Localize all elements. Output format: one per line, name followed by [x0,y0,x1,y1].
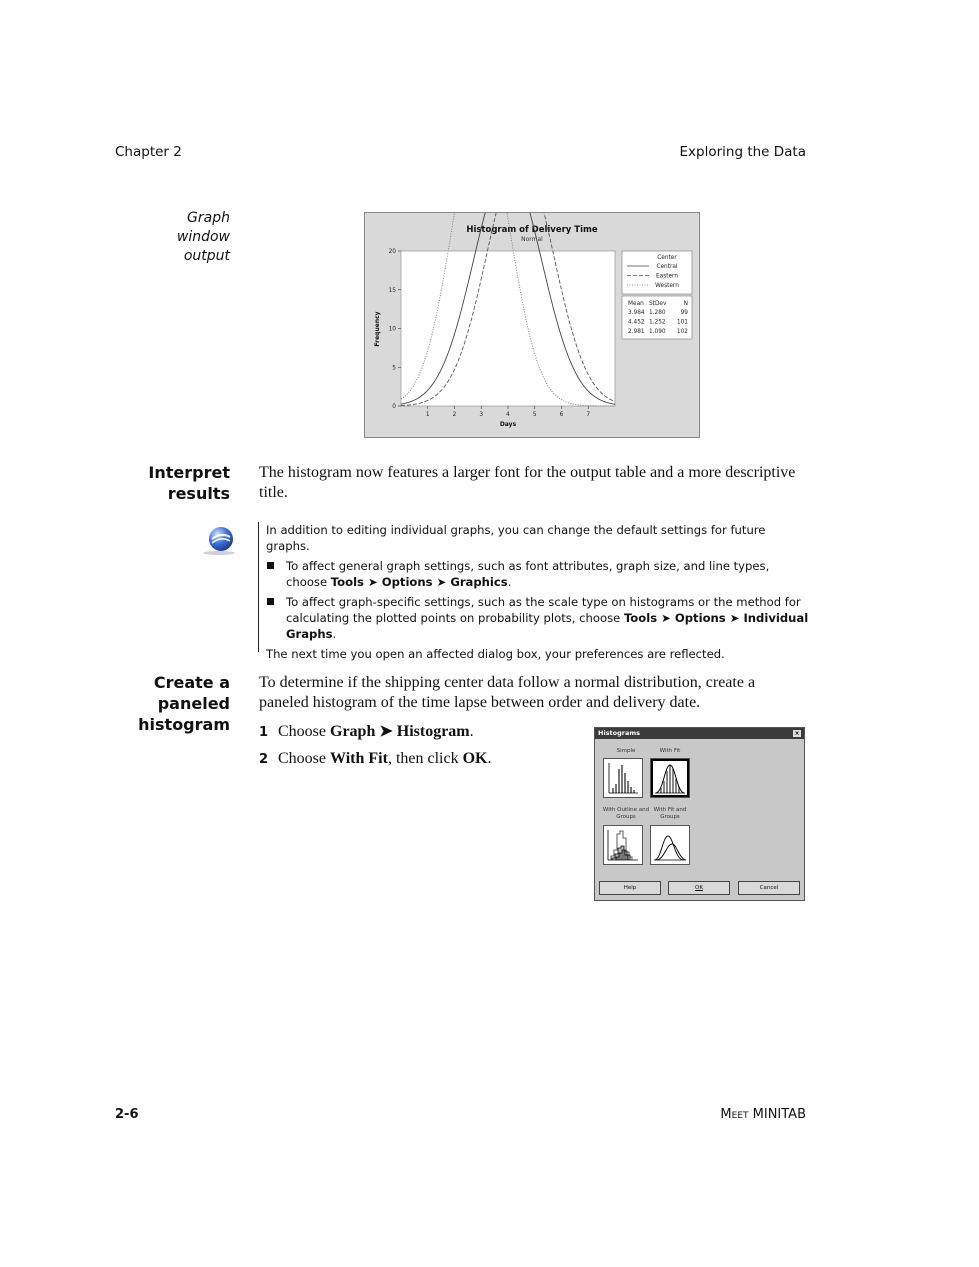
y-tick-label: 0 [392,404,396,410]
x-axis [426,406,591,418]
legend-entry: Central [656,264,678,270]
option-label-with-fit: With Fit [659,748,681,754]
step-2: 2 Choose With Fit, then click OK. [259,750,492,767]
page-number: 2-6 [115,1107,139,1122]
button-name: OK [462,750,488,767]
cancel-button[interactable]: Cancel [738,881,800,895]
interpret-results-heading [90,462,230,504]
stats-cell: 3.984 [628,310,645,316]
y-tick-label: 10 [388,326,396,333]
x-tick-label: 6 [559,412,564,418]
stats-cell: 2.981 [628,329,645,335]
create-histogram-heading [90,672,230,735]
heading-line: Create a [153,673,230,692]
simple-histogram-icon [604,759,642,797]
simple-histogram-option[interactable] [603,758,643,798]
chart-subtitle: Normal [521,236,543,243]
stats-header: StDev [649,301,667,307]
note-bullet: To affect general graph settings, such as font attributes, graph size, and line types, choose Tools ➤ Options ➤ Graphics. [266,558,811,590]
interpret-text: The histogram now features a larger font for the output table and a more descriptive title. [259,464,796,501]
y-axis [389,249,401,410]
option-name: With Fit [330,750,388,767]
step-text: , then click [387,750,463,767]
fit-groups-histogram-icon [651,826,689,864]
book-title: Meet MINITAB [720,1107,806,1122]
dialog-titlebar [595,728,804,739]
heading-line: histogram [138,715,230,734]
y-axis-label: Frequency [374,311,381,347]
x-tick-label: 4 [506,412,510,418]
x-tick-label: 2 [452,412,457,418]
bullet-square [267,598,274,605]
section-label: Exploring the Data [679,144,806,160]
x-tick-label: 7 [586,412,591,418]
histograms-dialog [594,727,805,901]
graph-window-label [90,209,230,266]
heading-line: results [167,484,230,503]
note-bullet-text: To affect general graph settings, such as font attributes, graph size, and line types, choose [286,559,770,589]
stats-cell: 99 [680,310,688,316]
with-fit-histogram-icon [651,759,689,797]
stats-cell: 1.280 [649,310,666,316]
x-tick-label: 5 [532,412,537,418]
stats-cell: 102 [676,329,688,335]
option-label-simple: Simple [616,748,636,754]
bullet-square [267,562,274,569]
note-icon [199,525,239,555]
note-box [258,522,811,661]
legend-entry: Eastern [655,273,679,280]
menu-path: Graph ➤ Histogram [330,723,470,740]
step-text: Choose [278,750,330,767]
option-label-fit-groups: With Fit and Groups [653,807,687,820]
heading-line: Interpret [148,463,230,482]
menu-path: Tools ➤ Options ➤ Graphics [330,575,508,589]
heading-line: paneled [157,694,230,713]
graph-label-line: Graph [187,210,230,226]
stats-cell: 4.452 [628,319,645,326]
option-label-outline-groups: With Outline and Groups [602,807,650,820]
note-list [266,558,811,642]
x-tick-label: 3 [479,412,484,418]
stats-cell: 101 [676,319,688,326]
outline-groups-histogram-icon [604,826,642,864]
help-button[interactable]: Help [599,881,661,895]
dialog-title: Histograms [598,729,640,737]
chapter-label: Chapter 2 [115,144,182,160]
legend-title: Center [657,255,677,261]
graph-label-line: output [183,248,230,264]
fit-groups-histogram-option[interactable] [650,825,690,865]
stats-header: Mean [628,301,644,307]
delivery-time-chart [365,213,699,437]
step-number: 2 [259,752,269,767]
menu-path: Tools ➤ Options ➤ Individual Graphs [286,611,809,641]
step-number: 1 [259,725,269,740]
create-text: To determine if the shipping center data follow a normal distribution, create a paneled histogram of the time lapse between order and delivery date. [259,674,756,711]
legend-entry: Western [655,283,679,289]
stats-cell: 1.090 [649,329,666,335]
y-tick-label: 5 [392,365,396,372]
outline-groups-histogram-option[interactable] [603,825,643,865]
y-tick-label: 15 [388,287,396,294]
x-tick-label: 1 [425,412,430,418]
step-text: Choose [278,723,330,740]
x-axis-label: Days [499,421,517,428]
note-intro: In addition to editing individual graphs, you can change the default settings for future graphs. [266,523,766,553]
step-1: 1 Choose Graph ➤ Histogram. [259,723,474,740]
close-icon[interactable]: × [794,730,800,737]
note-bullet: To affect graph-specific settings, such as the scale type on histograms or the method for calculating the plotted points on probability plots, choose Tools ➤ Options ➤ Individual Graphs. [266,594,811,642]
chart-title: Histogram of Delivery Time [466,225,598,235]
stats-header: N [683,301,688,307]
stats-cell: 1.252 [649,319,666,326]
graph-label-line: window [176,229,230,245]
note-outro: The next time you open an affected dialog box, your preferences are reflected. [266,647,725,661]
y-tick-label: 20 [388,249,396,255]
note-bullet-text: To affect graph-specific settings, such as the scale type on histograms or the method for calculating the plotted points on probability plots, choose [286,595,801,625]
ok-button[interactable]: OK [668,881,730,895]
with-fit-histogram-option[interactable] [650,758,690,798]
graph-window [364,212,700,438]
